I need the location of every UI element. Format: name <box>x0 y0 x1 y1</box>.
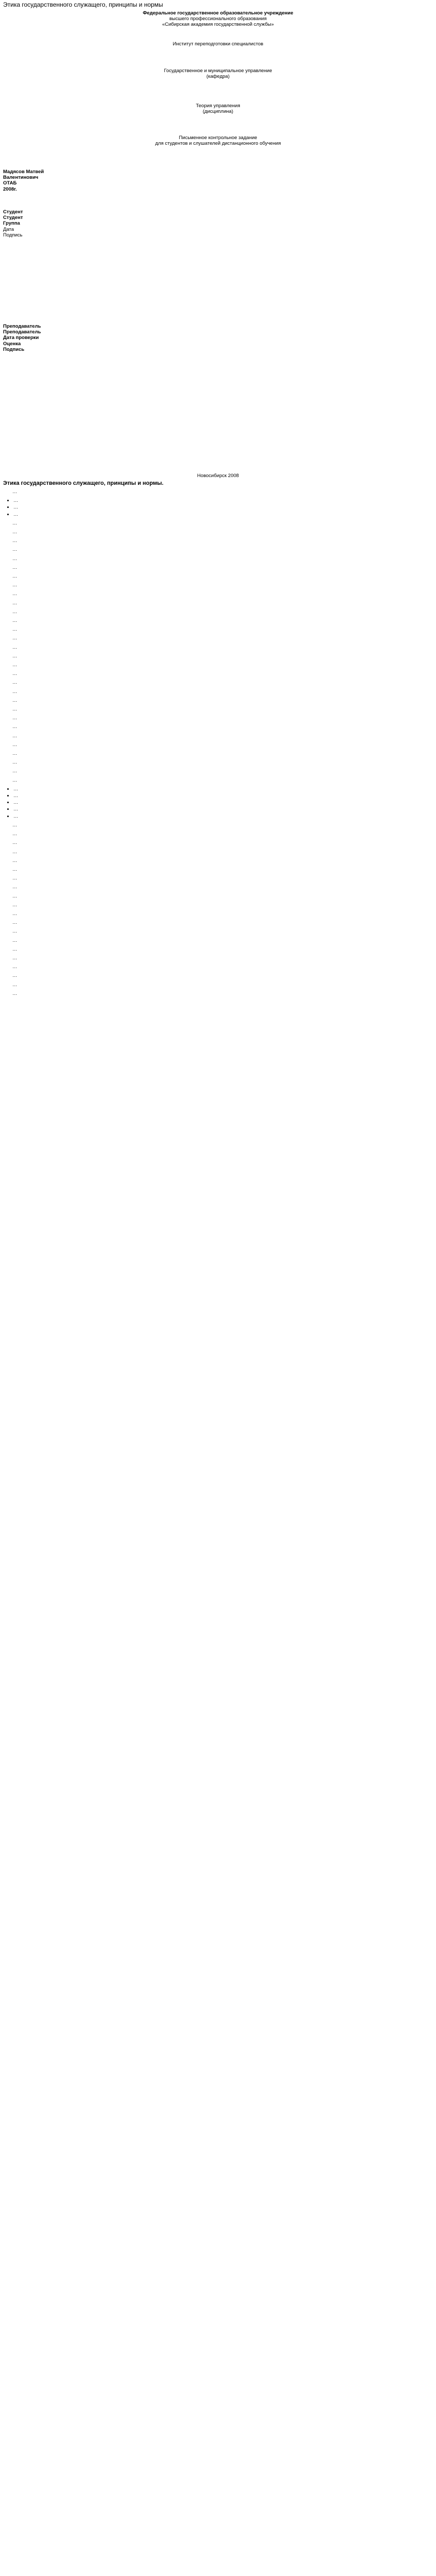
essay-paragraph: … <box>12 981 18 988</box>
essay-paragraph: … <box>12 600 18 606</box>
closing-paragraphs <box>3 822 433 996</box>
essay-paragraph: … <box>12 840 18 846</box>
essay-paragraph: … <box>12 626 18 633</box>
essay-paragraph: … <box>12 849 18 855</box>
factor-item: • … <box>13 806 433 812</box>
essay-paragraph: … <box>12 733 18 739</box>
doc-title-block <box>3 1 433 8</box>
essay-paragraph: … <box>12 706 18 713</box>
student-label-1: Студент <box>3 209 23 215</box>
essay-paragraph: … <box>12 547 18 553</box>
essay-paragraph: … <box>12 582 18 588</box>
work-type-block <box>3 135 433 146</box>
author-name-line-1: Мадясов Матвей <box>3 169 44 175</box>
institution-line-2: высшего профессионального образования <box>169 16 267 22</box>
work-type-line-2: для студентов и слушателей дистанционного обучения <box>155 141 281 147</box>
essay-paragraph: … <box>12 538 18 544</box>
author-name-line-2: Валентинович <box>3 175 39 181</box>
essay-paragraph: … <box>12 973 18 979</box>
essay-paragraph: … <box>12 902 18 908</box>
essay-intro: … <box>12 488 18 495</box>
teacher-labels <box>3 324 433 352</box>
essay-paragraph: … <box>12 884 18 890</box>
department-block <box>3 68 433 79</box>
doc-title: Этика государственного служащего, принципы и нормы <box>3 1 163 8</box>
author-code-line-1: ОТАБ <box>3 180 17 187</box>
essay-paragraph: … <box>12 564 18 570</box>
essay-paragraph: … <box>12 741 18 748</box>
essay-paragraph: … <box>12 893 18 899</box>
teacher-label-1: Преподаватель <box>3 324 41 329</box>
essay-paragraph: … <box>12 751 18 757</box>
essay-paragraph: … <box>12 866 18 872</box>
essay-paragraph: … <box>12 910 18 917</box>
group-label: Группа <box>3 221 20 227</box>
date-label: Дата <box>3 226 14 232</box>
essay-paragraph: … <box>12 928 18 935</box>
factor-item: • … <box>13 814 433 819</box>
intro-item: • … <box>13 504 433 510</box>
essay-paragraph: … <box>12 724 18 730</box>
institution-block <box>3 10 433 28</box>
essay-paragraph: … <box>12 715 18 721</box>
essay-paragraph: … <box>12 653 18 659</box>
work-type-line-1: Письменное контрольное задание <box>179 135 257 141</box>
intro-item: • … <box>13 498 433 503</box>
author-block <box>3 169 433 192</box>
essay-paragraph: … <box>12 964 18 970</box>
essay-paragraph: … <box>12 555 18 562</box>
factor-item: • … <box>13 800 433 805</box>
essay-paragraph: … <box>12 946 18 952</box>
essay-paragraph: … <box>12 618 18 624</box>
institute-name: Институт переподготовки специалистов <box>172 41 264 47</box>
essay-paragraph: … <box>12 759 18 766</box>
factor-item: • … <box>13 793 433 799</box>
essay-paragraph: … <box>12 697 18 703</box>
check-date-label: Дата проверки <box>3 335 39 341</box>
student-label-2: Студент <box>3 215 23 221</box>
essay-paragraph: … <box>12 520 18 526</box>
essay-paragraphs <box>3 520 433 783</box>
discipline-name: Теория управления <box>196 103 240 109</box>
essay-paragraph: … <box>12 644 18 650</box>
essay-paragraph: … <box>12 635 18 641</box>
essay-paragraph: … <box>12 875 18 882</box>
author-code-line-2: 2008г. <box>3 186 17 192</box>
essay-paragraph: … <box>12 857 18 863</box>
essay-paragraph: … <box>12 831 18 837</box>
essay-title: Этика государственного служащего, принципы и нормы. <box>3 480 164 486</box>
essay-paragraph: … <box>12 768 18 774</box>
institute-block <box>3 41 433 47</box>
essay-paragraph: … <box>12 688 18 694</box>
teacher-signature-label: Подпись <box>3 346 25 352</box>
signature-label: Подпись <box>3 232 23 238</box>
essay-paragraph: … <box>12 662 18 668</box>
essay-paragraph: … <box>12 529 18 535</box>
discipline-block <box>3 103 433 114</box>
department-name: Государственное и муниципальное управление <box>164 68 272 74</box>
student-labels <box>3 209 433 238</box>
essay <box>3 480 433 999</box>
essay-paragraph: … <box>12 680 18 686</box>
department-label: (кафедра) <box>206 74 230 80</box>
essay-paragraph: … <box>12 920 18 926</box>
essay-paragraph: … <box>12 671 18 677</box>
factor-item: • … <box>13 786 433 792</box>
essay-paragraph: … <box>12 591 18 597</box>
essay-paragraph: … <box>12 777 18 783</box>
discipline-label: (дисциплина) <box>202 109 234 115</box>
institution-line-1: Федеральное государственное образовательное учреждение <box>143 10 293 16</box>
essay-paragraph: … <box>12 937 18 943</box>
essay-paragraph: … <box>12 955 18 961</box>
grade-label: Оценка <box>3 341 21 347</box>
institution-line-3: «Сибирская академия государственной службы» <box>162 22 274 28</box>
essay-paragraph: … <box>12 822 18 828</box>
factors-list <box>3 786 433 819</box>
city-year: Новосибирск 2008 <box>197 473 239 479</box>
teacher-label-2: Преподаватель <box>3 329 41 335</box>
essay-paragraph: … <box>12 990 18 996</box>
essay-paragraph: … <box>12 573 18 579</box>
intro-item: • … <box>13 512 433 517</box>
intro-list <box>3 498 433 517</box>
essay-paragraph: … <box>12 608 18 615</box>
